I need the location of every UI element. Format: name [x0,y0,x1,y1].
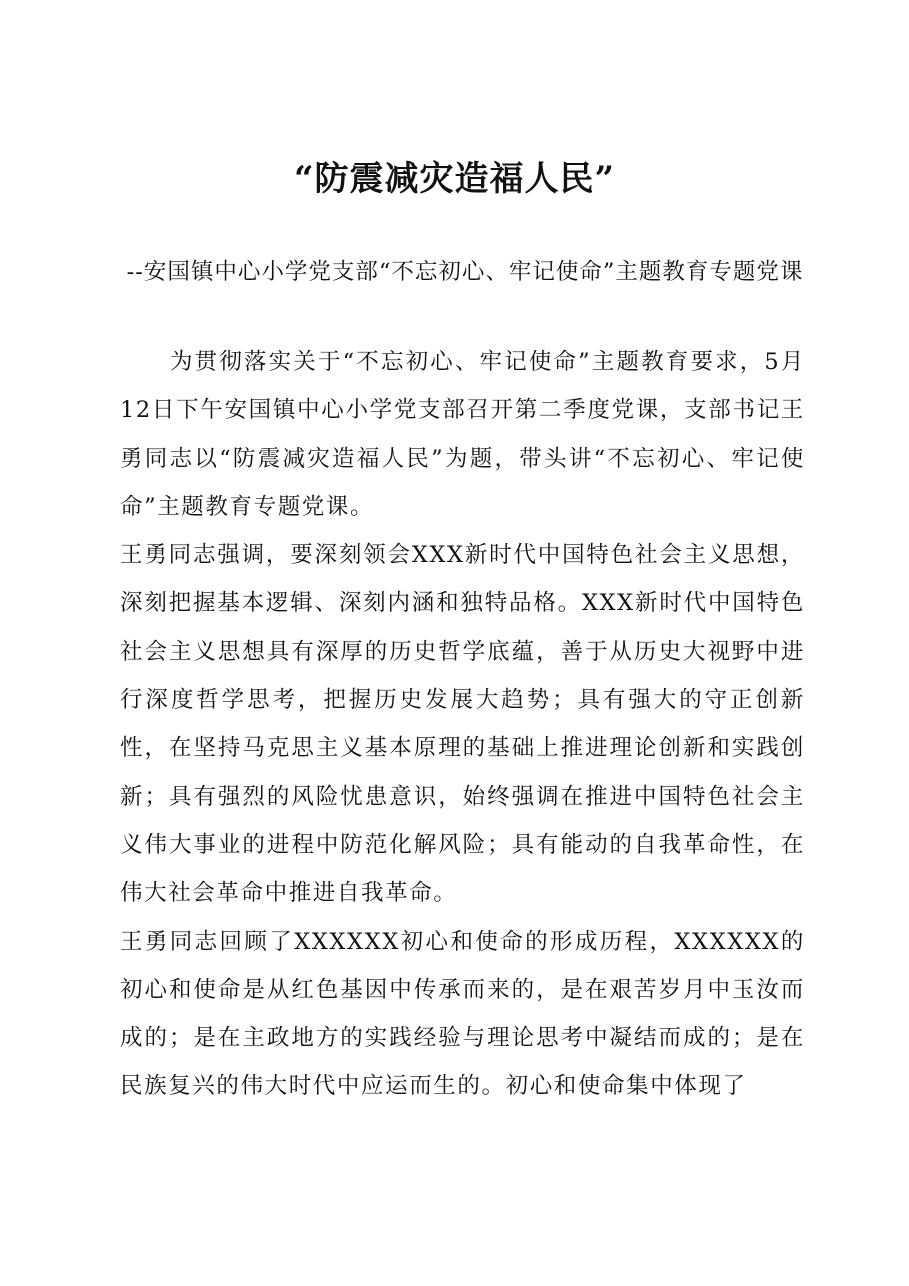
document-subtitle: --安国镇中心小学党支部“不忘初心、牢记使命”主题教育专题党课 [126,259,804,285]
body-paragraph-2: 王勇同志强调，要深刻领会XXX新时代中国特色社会主义思想，深刻把握基本逻辑、深刻内涵和独特品格。XXX新时代中国特色社会主义思想具有深厚的历史哲学底蕴，善于从历史大视野中进行深度哲学思考，把握历史发展大趋势；具有强大的守正创新性，在坚持马克思主义基本原理的基础上推进理论创新和实践创新；具有强烈的风险忧患意识，始终强调在推进中国特色社会主义伟大事业的进程中防范化解风险；具有能动的自我革命性，在伟大社会革命中推进自我革命。 [120,542,805,907]
body-paragraph-1: 为贯彻落实关于“不忘初心、牢记使命”主题教育要求，5月12日下午安国镇中心小学党支部召开第二季度党课，支部书记王勇同志以“防震减灾造福人民”为题，带头讲“不忘初心、牢记使命”主题教育专题党课。 [120,349,805,520]
body-paragraph-3: 王勇同志回顾了XXXXXX初心和使命的形成历程，XXXXXX的初心和使命是从红色基因中传承而来的，是在艰苦岁月中玉汝而成的；是在主政地方的实践经验与理论思考中凝结而成的；是在民族复兴的伟大时代中应运而生的。初心和使命集中体现了 [120,928,805,1100]
document-body [120,338,805,1111]
document-title: “防震减灾造福人民” [293,159,616,199]
